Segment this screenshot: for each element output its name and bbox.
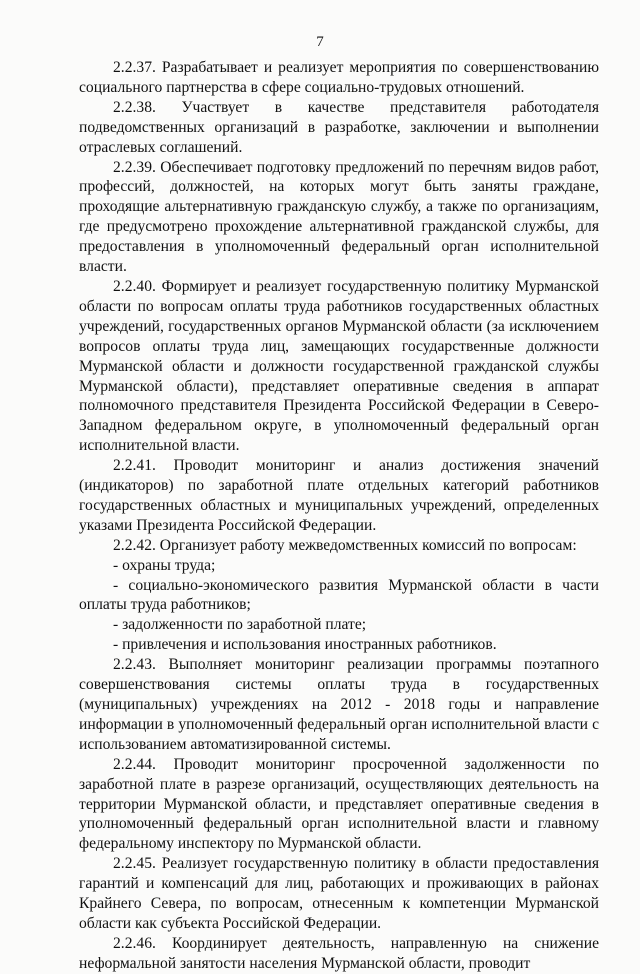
list-item-labor-safety: - охраны труда; [113,556,216,574]
page-number: 7 [316,34,324,50]
list-item-foreign-workers: - привлечения и использования иностранных работников. [113,636,497,654]
document-body [79,58,599,974]
paragraph-2-2-42: 2.2.42. Организует работу межведомственных комиссий по вопросам: [113,536,577,554]
paragraph-2-2-45: 2.2.45. Реализует государственную политику в области предоставления гарантий и компенсаций для лиц, работающих и проживающих в районах Крайнего Севера, по вопросам, отнесенным к компетенции Мурманской области как субъекта Российской Федерации. [79,855,599,932]
paragraph-2-2-40: 2.2.40. Формирует и реализует государственную политику Мурманской области по вопросам оплаты труда работников государственных областных учреждений, государственных органов Мурманской области (за исключением вопросов оплаты труда лиц, замещающих государственные должности Мурманской области и должности государственной гражданской службы Мурманской области), представляет оперативные сведения в аппарат полномочного представителя Президента Российской Федерации в Северо-Западном федеральном округе, в уполномоченный федеральный орган исполнительной власти. [79,277,599,455]
paragraph-2-2-38: 2.2.38. Участвует в качестве представителя работодателя подведомственных организаций в разработке, заключении и выполнении отраслевых соглашений. [79,98,599,156]
paragraph-2-2-41: 2.2.41. Проводит мониторинг и анализ достижения значений (индикаторов) по заработной плате отдельных категорий работников государственных областных и муниципальных учреждений, определенных указами Президента Российской Федерации. [79,457,599,534]
paragraph-2-2-43: 2.2.43. Выполняет мониторинг реализации программы поэтапного совершенствования системы оплаты труда в государственных (муниципальных) учреждениях на 2012 - 2018 годы и направление информации в уполномоченный федеральный орган исполнительной власти с использованием автоматизированной системы. [79,656,599,753]
paragraph-2-2-37: 2.2.37. Разрабатывает и реализует мероприятия по совершенствованию социального партнерства в сфере социально-трудовых отношений. [79,59,599,96]
paragraph-2-2-44: 2.2.44. Проводит мониторинг просроченной задолженности по заработной плате в разрезе организаций, осуществляющих деятельность на территории Мурманской области, и представляет оперативные сведения в уполномоченный федеральный орган исполнительной власти и главному федеральному инспектору по Мурманской области. [79,755,599,853]
paragraph-2-2-46: 2.2.46. Координирует деятельность, направленную на снижение неформальной занятости населения Мурманской области, проводит [79,934,599,972]
list-item-socio-economic: - социально-экономического развития Мурманской области в части оплаты труда работников; [79,576,599,614]
list-item-wage-arrears: - задолженности по заработной плате; [113,616,367,634]
paragraph-2-2-39: 2.2.39. Обеспечивает подготовку предложений по перечням видов работ, профессий, должностей, на которых могут быть заняты граждане, проходящие альтернативную гражданскую службу, а также по организациям, где предусмотрено прохождение альтернативной гражданской службы, для предоставления в уполномоченный федеральный орган исполнительной власти. [79,158,599,276]
